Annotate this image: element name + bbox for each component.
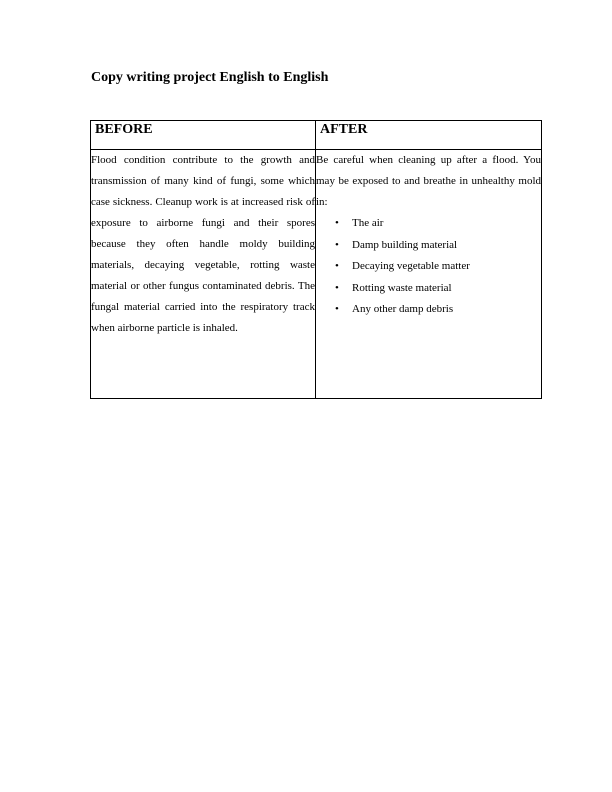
list-item-text: The air bbox=[352, 217, 384, 229]
before-column-header: BEFORE bbox=[91, 121, 316, 150]
bullet-icon: • bbox=[335, 303, 339, 315]
table-header-row bbox=[91, 121, 542, 150]
after-bullet-list bbox=[316, 213, 541, 321]
list-item bbox=[316, 235, 541, 257]
bullet-icon: • bbox=[335, 217, 339, 229]
list-item bbox=[316, 278, 541, 300]
bullet-icon: • bbox=[335, 238, 339, 251]
list-item-text: Rotting waste material bbox=[352, 281, 452, 294]
bullet-icon: • bbox=[335, 260, 339, 272]
after-intro-paragraph: Be careful when cleaning up after a flood. You may be exposed to and breathe in unhealthy mold in: bbox=[316, 154, 541, 208]
list-item bbox=[316, 256, 541, 278]
list-item bbox=[316, 299, 541, 321]
after-column-header: AFTER bbox=[316, 121, 542, 150]
list-item-text: Any other damp debris bbox=[352, 303, 454, 315]
before-paragraph: Flood condition contribute to the growth and transmission of many kind of fungi, some which case sickness. Cleanup work is at increased risk of exposure to airborne fungi and their spores because they often handle moldy building materials, decaying vegetable, rotting waste material or other fungus contaminated debris. The fungal material carried into the respiratory track when airborne particle is inhaled. bbox=[91, 154, 315, 334]
page-title: Copy writing project English to English bbox=[91, 70, 329, 85]
list-item-text: Damp building material bbox=[352, 238, 458, 251]
bullet-icon: • bbox=[335, 281, 339, 294]
after-cell bbox=[316, 150, 542, 399]
list-item bbox=[316, 213, 541, 235]
table-row bbox=[91, 150, 542, 399]
comparison-table bbox=[90, 120, 542, 399]
list-item-text: Decaying vegetable matter bbox=[352, 260, 470, 272]
before-cell bbox=[91, 150, 316, 399]
